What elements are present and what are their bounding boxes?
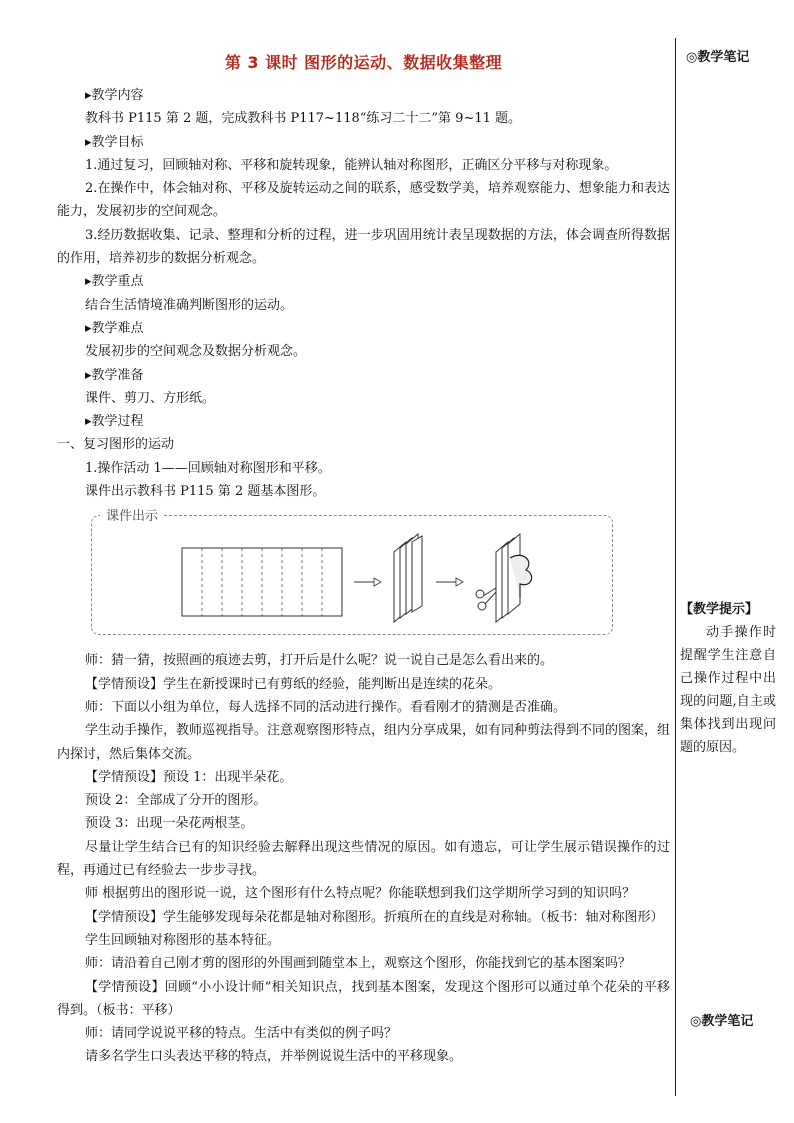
paragraph: 师：下面以小组为单位，每人选择不同的活动进行操作。看看刚才的猜测是否准确。 <box>85 699 567 715</box>
teaching-tip-title: 【教学提示】 <box>680 602 759 617</box>
teaching-tip <box>680 598 776 759</box>
paragraph: 【学情预设】预设 1：出现半朵花。 <box>85 769 293 785</box>
paragraph: 尽量让学生结合已有的知识经验去解释出现这些情况的原因。如有遗忘，可让学生展示错误操作的过程，再通过已有经验去一步步寻找。 <box>57 839 670 879</box>
figure-label: 课件出示 <box>100 505 164 524</box>
section-heading-preparation: ▸教学准备 <box>85 367 144 383</box>
section-heading-goals: ▸教学目标 <box>85 134 144 150</box>
lesson-body <box>57 84 670 1069</box>
part-heading: 一、复习图形的运动 <box>57 437 175 453</box>
paragraph: 预设 3：出现一朵花两根茎。 <box>85 816 254 832</box>
paragraph: 师 根据剪出的图形说一说，这个图形有什么特点呢？你能联想到我们这学期所学习到的知识吗？ <box>85 886 636 902</box>
paragraph: 【学情预设】学生能够发现每朵花都是轴对称图形。折痕所在的直线是对称轴。（板书：轴对称图形） <box>85 909 664 925</box>
paragraph: 3.经历数据收集、记录、整理和分析的过程，进一步巩固用统计表呈现数据的方法，体会调查所得数据的作用，培养初步的数据分析观念。 <box>57 227 670 267</box>
courseware-figure <box>91 509 613 635</box>
paragraph: 请多名学生口头表达平移的特点，并举例说说生活中的平移现象。 <box>85 1049 463 1065</box>
paragraph: 1.通过复习，回顾轴对称、平移和旋转现象，能辨认轴对称图形，正确区分平移与对称现象。 <box>85 157 618 173</box>
paragraph: 结合生活情境准确判断图形的运动。 <box>85 297 294 313</box>
paragraph: 课件、剪刀、方形纸。 <box>85 390 216 406</box>
paragraph: 教科书 P115 第 2 题，完成教科书 P117~118“练习二十二”第 9~11 题。 <box>85 111 522 127</box>
paragraph: 课件出示教科书 P115 第 2 题基本图形。 <box>85 484 326 500</box>
paragraph: 师：请同学说说平移的特点。生活中有类似的例子吗？ <box>85 1026 398 1042</box>
paper-cutting-diagram <box>92 516 612 634</box>
paragraph: 2.在操作中，体会轴对称、平移及旋转运动之间的联系，感受数学美，培养观察能力、想象能力和表达能力，发展初步的空间观念。 <box>57 181 670 220</box>
section-heading-focus: ▸教学重点 <box>85 274 144 290</box>
teaching-notes-label-top: ◎教学笔记 <box>686 50 750 65</box>
section-heading-content: ▸教学内容 <box>85 88 144 103</box>
paragraph: 【学情预设】回顾“小小设计师”相关知识点，找到基本图案，发现这个图形可以通过单个花朵的平移得到。（板书：平移） <box>57 979 670 1018</box>
teaching-tip-body: 动手操作时提醒学生注意自己操作过程中出现的问题,自主或集体找到出现问题的原因。 <box>680 625 776 755</box>
paragraph: 1.操作活动 1——回顾轴对称图形和平移。 <box>85 460 331 476</box>
paragraph: 发展初步的空间观念及数据分析观念。 <box>85 344 307 360</box>
paragraph: 师：猜一猜，按照画的痕迹去剪，打开后是什么呢？说一说自己是怎么看出来的。 <box>85 653 554 669</box>
page-title: 第 3 课时 图形的运动、数据收集整理 <box>224 53 503 72</box>
section-heading-difficulty: ▸教学难点 <box>85 320 144 336</box>
paragraph: 预设 2：全部成了分开的图形。 <box>85 793 267 809</box>
section-heading-process: ▸教学过程 <box>85 414 144 430</box>
margin-divider <box>675 38 676 1096</box>
paragraph: 学生回顾轴对称图形的基本特征。 <box>85 932 281 948</box>
teaching-notes-label-bottom: ◎教学笔记 <box>690 1014 754 1029</box>
paragraph: 【学情预设】学生在新授课时已有剪纸的经验，能判断出是连续的花朵。 <box>85 676 502 692</box>
paragraph: 师：请沿着自己刚才剪的图形的外围画到随堂本上，观察这个图形，你能找到它的基本图案吗？ <box>85 956 632 972</box>
paragraph: 学生动手操作，教师巡视指导。注意观察图形特点，组内分享成果，如有同种剪法得到不同的图案，组内探讨，然后集体交流。 <box>57 723 671 762</box>
